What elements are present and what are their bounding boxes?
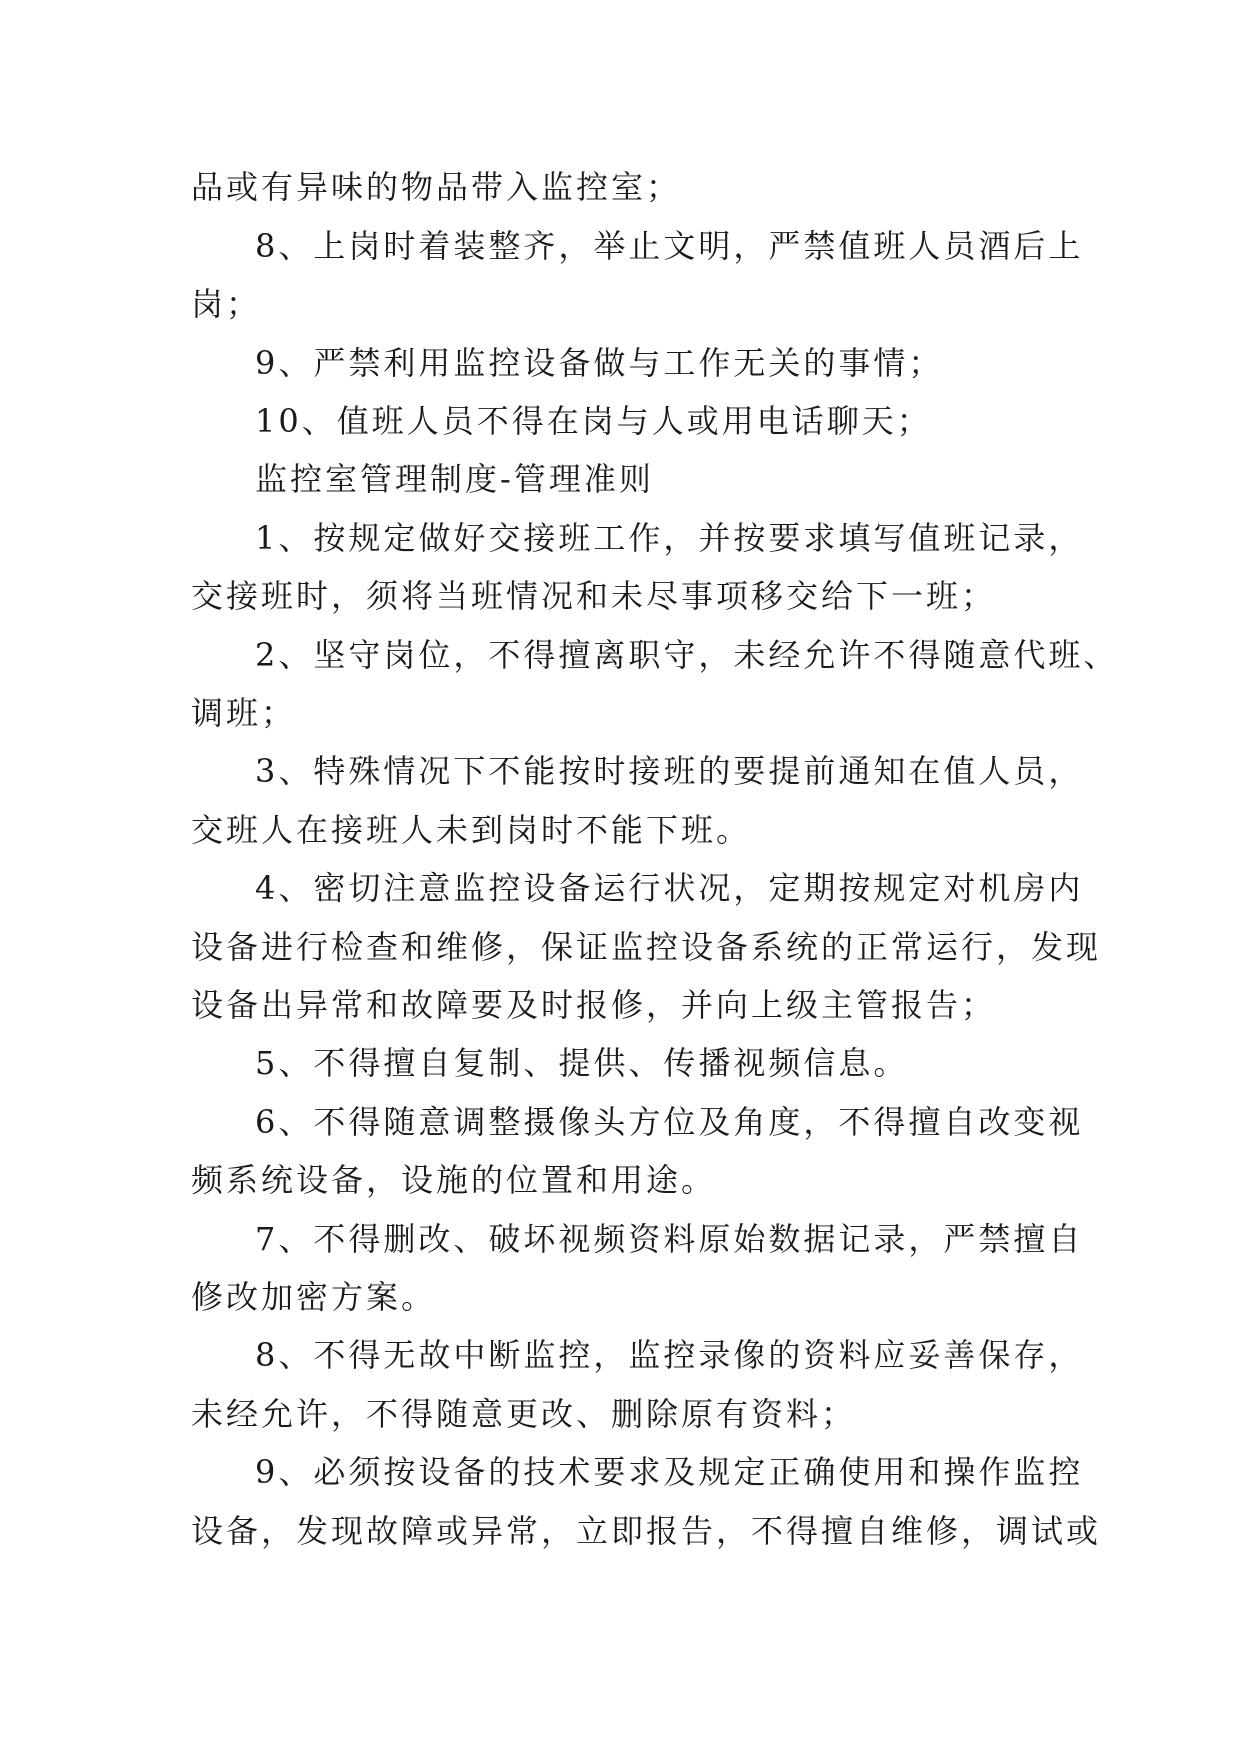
body-text-line: 交班人在接班人未到岗时不能下班。 (191, 811, 752, 849)
body-text-line: 未经允许，不得随意更改、删除原有资料； (191, 1395, 857, 1433)
rule-item-7-line: 7、不得删改、破坏视频资料原始数据记录，严禁擅自 (255, 1220, 1084, 1258)
body-text-line: 设备出异常和故障要及时报修，并向上级主管报告； (191, 986, 997, 1024)
body-text-line: 设备进行检查和维修，保证监控设备系统的正常运行，发现 (191, 928, 1102, 966)
section-heading: 监控室管理制度-管理准则 (255, 460, 654, 498)
body-text-line: 品或有异味的物品带入监控室； (191, 168, 682, 206)
rule-item-9-line: 9、必须按设备的技术要求及规定正确使用和操作监控 (255, 1453, 1084, 1491)
rule-item-2-line: 2、坚守岗位，不得擅离职守，未经允许不得随意代班、 (255, 636, 1119, 674)
body-text-line: 调班； (191, 694, 297, 732)
body-text-line: 修改加密方案。 (191, 1278, 437, 1316)
rule-item-4-line: 4、密切注意监控设备运行状况，定期按规定对机房内 (255, 869, 1084, 907)
rule-item-8-line: 8、上岗时着装整齐，举止文明，严禁值班人员酒后上 (255, 227, 1084, 265)
body-text-line: 频系统设备，设施的位置和用途。 (191, 1161, 717, 1199)
rule-item-8-line: 8、不得无故中断监控，监控录像的资料应妥善保存， (255, 1336, 1084, 1374)
body-text-line: 设备，发现故障或异常，立即报告，不得擅自维修，调试或 (191, 1512, 1102, 1550)
rule-item-6-line: 6、不得随意调整摄像头方位及角度，不得擅自改变视 (255, 1103, 1084, 1141)
rule-item-5-line: 5、不得擅自复制、提供、传播视频信息。 (255, 1044, 909, 1082)
body-text-line: 交接班时，须将当班情况和未尽事项移交给下一班； (191, 577, 997, 615)
rule-item-10-line: 10、值班人员不得在岗与人或用电话聊天； (255, 402, 932, 440)
rule-item-3-line: 3、特殊情况下不能按时接班的要提前通知在值人员， (255, 752, 1084, 790)
rule-item-1-line: 1、按规定做好交接班工作，并按要求填写值班记录， (255, 519, 1084, 557)
body-text-line: 岗； (191, 285, 262, 323)
rule-item-9-line: 9、严禁利用监控设备做与工作无关的事情； (255, 344, 944, 382)
